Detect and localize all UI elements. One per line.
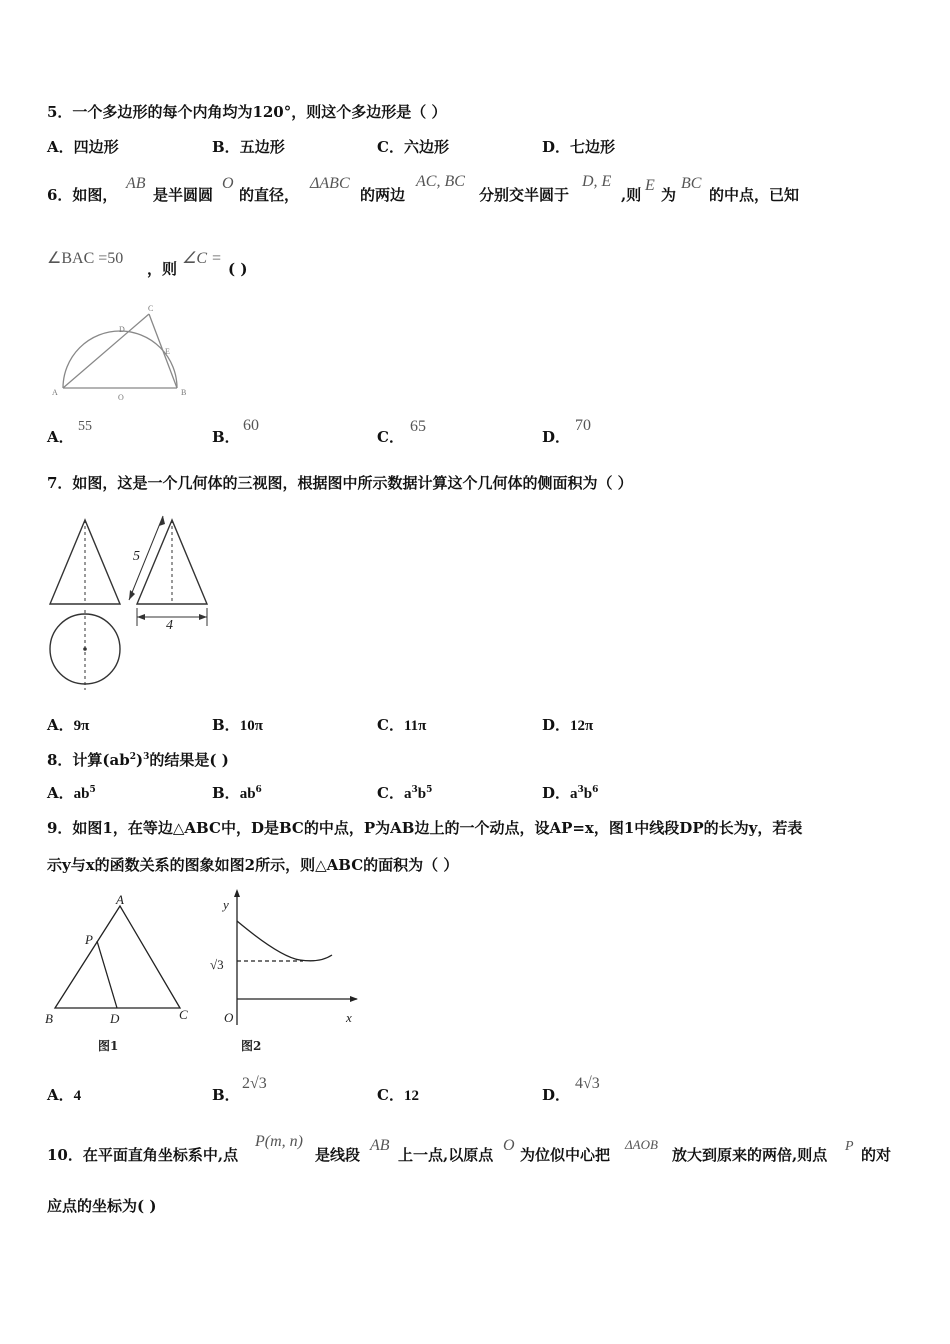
q5-stem: 5．一个多边形的每个内角均为120°，则这个多边形是（ ） — [47, 103, 447, 121]
option-letter: C． — [377, 716, 404, 734]
q6-text-3: 的直径， — [239, 186, 300, 204]
q6-text-6: ,则 — [621, 186, 642, 204]
exponent: 3 — [411, 785, 418, 795]
q10-text-5: 放大到原来的两倍,则点 — [672, 1146, 828, 1164]
q9-option-b[interactable] — [212, 1086, 240, 1104]
figure-label-b: B — [181, 388, 187, 397]
q7-three-view-figure — [45, 510, 220, 695]
option-letter: C． — [377, 1086, 404, 1104]
slant-length-label: 5 — [133, 549, 140, 564]
base-length-label: 4 — [166, 618, 173, 633]
option-text: 七边形 — [570, 138, 616, 156]
q10-math-o: O — [503, 1137, 515, 1154]
q9-stem-line2: 示y与x的函数关系的图象如图2所示，则△ABC的面积为（ ） — [47, 856, 459, 874]
fig1-label-b: B — [45, 1011, 53, 1026]
option-base: b — [417, 786, 427, 802]
q9-option-c[interactable] — [377, 1086, 419, 1105]
q6-text-4: 的两边 — [360, 186, 406, 204]
q9-option-d[interactable] — [542, 1086, 570, 1104]
q6-option-b-value: 60 — [243, 417, 259, 434]
option-letter: B． — [212, 138, 240, 156]
q8-stem — [47, 751, 229, 769]
option-letter: D． — [542, 138, 571, 156]
figure-label-c: C — [148, 304, 154, 313]
q10-math-pp: P — [845, 1139, 854, 1154]
option-text: 五边形 — [239, 138, 285, 156]
option-text: 9π — [73, 718, 90, 734]
q6-math-e: E — [645, 177, 655, 194]
q8-option-a[interactable] — [47, 784, 96, 803]
q6-text-10: ( ) — [228, 260, 248, 278]
q6-text-5: 分别交半圆于 — [479, 186, 570, 204]
q6-option-a-value: 55 — [78, 419, 92, 434]
q6-option-c-value: 65 — [410, 418, 426, 435]
q9-option-d-value: 4√3 — [575, 1075, 600, 1092]
q7-option-c[interactable] — [377, 716, 426, 735]
fig2-label-o: O — [224, 1010, 234, 1025]
q6-text-2: 是半圆圆 — [153, 186, 214, 204]
figure-label-e: E — [165, 347, 170, 356]
fig1-label-c: C — [179, 1007, 188, 1022]
exponent: 3 — [143, 752, 150, 762]
option-letter: A． — [47, 716, 74, 734]
q8-option-d[interactable] — [542, 784, 598, 803]
q6-math-acbc: AC, BC — [416, 173, 465, 190]
option-letter: B． — [212, 716, 240, 734]
q10-text-4: 为位似中心把 — [520, 1146, 611, 1164]
q7-stem: 7．如图，这是一个几何体的三视图，根据图中所示数据计算这个几何体的侧面积为（ ） — [47, 474, 633, 492]
option-text: 12 — [403, 1088, 419, 1104]
stem-part: ) — [136, 751, 144, 769]
q10-text-3: 上一点,以原点 — [398, 1146, 494, 1164]
q10-text-2: 是线段 — [315, 1146, 361, 1164]
q6-text-9: ，则 — [147, 260, 178, 278]
q10-text-6: 的对 — [861, 1146, 892, 1164]
option-base: ab — [239, 786, 256, 802]
q9-option-b-value: 2√3 — [242, 1075, 267, 1092]
option-letter: A． — [47, 784, 74, 802]
option-text: 4 — [73, 1088, 82, 1104]
option-base: b — [583, 786, 593, 802]
option-base: a — [403, 786, 412, 802]
q6-text-1: 6．如图， — [47, 186, 118, 204]
q10-math-triangle: ΔAOB — [625, 1137, 658, 1152]
stem-part: 的结果是( ) — [149, 751, 229, 769]
q10-text-1: 10．在平面直角坐标系中,点 — [47, 1146, 239, 1164]
q6-math-bc: BC — [681, 175, 702, 192]
option-letter: D． — [542, 428, 571, 446]
q9-figure-1 — [40, 890, 200, 1060]
q6-option-d[interactable] — [542, 428, 570, 446]
exponent: 5 — [426, 785, 433, 795]
exponent: 2 — [129, 752, 137, 762]
option-letter: B． — [212, 1086, 240, 1104]
option-letter: D． — [542, 784, 571, 802]
q9-stem-line1: 9．如图1，在等边△ABC中，D是BC的中点，P为AB边上的一个动点，设AP=x，图1中线段DP的长为y，若表 — [47, 819, 803, 837]
fig1-label-d: D — [110, 1011, 120, 1026]
option-letter: D． — [542, 1086, 571, 1104]
q7-option-a[interactable] — [47, 716, 89, 735]
q9-figure-2 — [205, 885, 365, 1060]
q7-option-b[interactable] — [212, 716, 263, 735]
q5-option-d[interactable] — [542, 138, 615, 156]
q6-math-de: D, E — [582, 173, 612, 190]
option-letter: D． — [542, 716, 571, 734]
exponent: 3 — [577, 785, 584, 795]
q6-math-o: O — [222, 175, 234, 192]
q10-math-ab: AB — [370, 1137, 390, 1154]
option-text: 12π — [570, 718, 594, 734]
figure-label-d: D — [119, 325, 125, 334]
option-text: 10π — [239, 718, 263, 734]
q6-semicircle-figure — [45, 300, 195, 405]
option-letter: A． — [47, 138, 74, 156]
q9-option-a[interactable] — [47, 1086, 81, 1105]
q8-option-b[interactable] — [212, 784, 262, 803]
q7-option-d[interactable] — [542, 716, 593, 735]
q6-math-triangle: ΔABC — [310, 175, 350, 192]
q10-text-line2: 应点的坐标为( ) — [47, 1197, 157, 1215]
q10-math-p: P(m, n) — [255, 1133, 303, 1150]
q6-math-ab: AB — [126, 175, 146, 192]
exponent: 6 — [592, 785, 599, 795]
option-letter: A． — [47, 428, 74, 446]
option-base: a — [570, 786, 578, 802]
q5-option-a[interactable] — [47, 138, 119, 156]
fig2-label-sqrt3: √3 — [210, 957, 224, 972]
figure-label-o: O — [118, 393, 124, 402]
q6-text-8: 的中点，已知 — [709, 186, 800, 204]
option-text: 六边形 — [403, 138, 449, 156]
q5-option-c[interactable] — [377, 138, 449, 156]
option-base: ab — [73, 786, 90, 802]
option-letter: B． — [212, 784, 240, 802]
q6-math-angle-c: ∠C = — [182, 250, 222, 267]
q6-math-angle: ∠BAC =50 — [47, 250, 124, 267]
q6-option-d-value: 70 — [575, 417, 591, 434]
option-letter: C． — [377, 138, 404, 156]
option-text: 11π — [403, 718, 427, 734]
q5-option-b[interactable] — [212, 138, 285, 156]
q6-text-7: 为 — [661, 186, 677, 204]
option-letter: C． — [377, 784, 404, 802]
q6-option-b[interactable] — [212, 428, 240, 446]
fig2-label-y: y — [223, 897, 229, 912]
fig1-label-a: A — [116, 892, 124, 907]
q6-option-a[interactable] — [47, 428, 74, 446]
option-letter: A． — [47, 1086, 74, 1104]
exponent: 5 — [89, 785, 96, 795]
figure-label-a: A — [52, 388, 58, 397]
fig1-label-p: P — [85, 932, 93, 947]
fig1-caption: 图1 — [98, 1039, 119, 1053]
exponent: 6 — [255, 785, 262, 795]
q6-option-c[interactable] — [377, 428, 404, 446]
fig2-caption: 图2 — [241, 1039, 262, 1053]
q8-option-c[interactable] — [377, 784, 432, 803]
fig2-label-x: x — [346, 1010, 352, 1025]
option-text: 四边形 — [73, 138, 119, 156]
option-letter: C． — [377, 428, 404, 446]
stem-part: 8．计算(ab — [47, 751, 130, 769]
option-letter: B． — [212, 428, 240, 446]
